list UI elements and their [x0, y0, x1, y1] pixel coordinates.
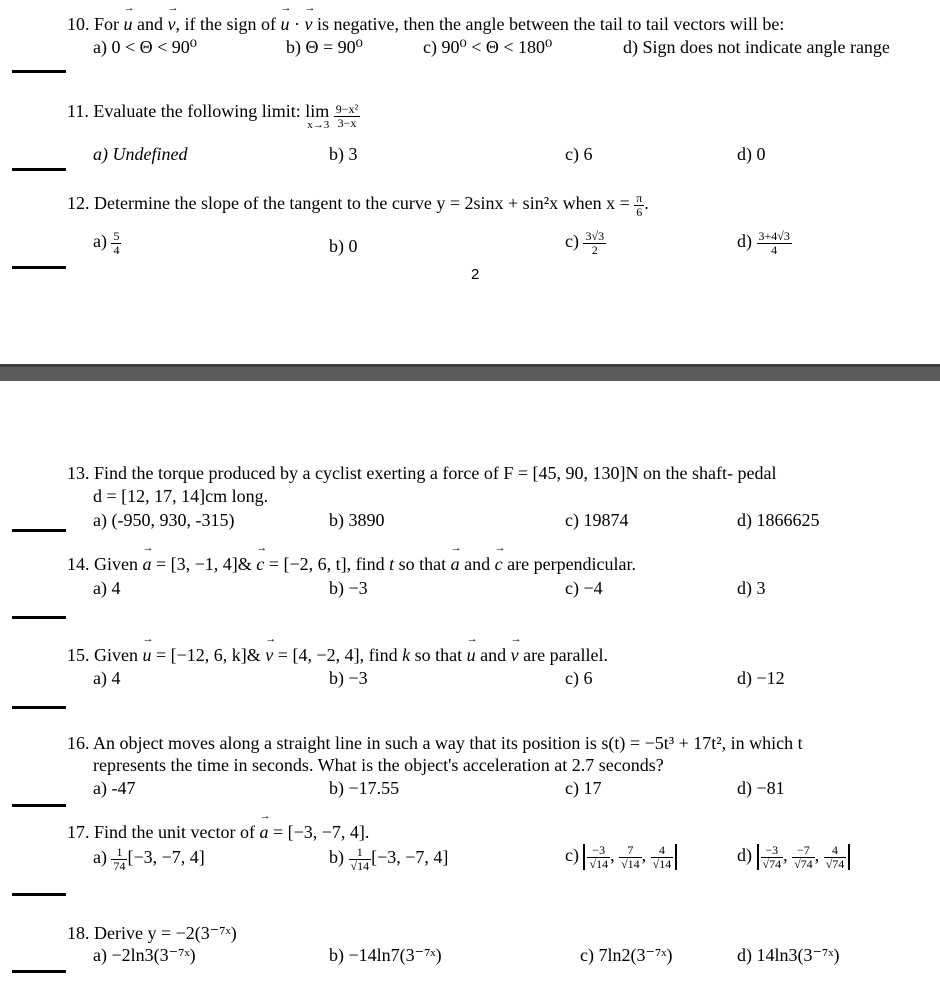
- q11-option-d: d) 0: [737, 144, 766, 164]
- question-14-stem: 14. Given a → = [3, −1, 4]& c → = [−2, 6, t], find t so that a → and c → are perpendicular.: [67, 554, 636, 575]
- question-17-stem: 17. Find the unit vector of a → = [−3, −7, 4].: [67, 822, 369, 843]
- q16-option-b: b) −17.55: [329, 778, 400, 798]
- answer-blank-q18[interactable]: [12, 970, 66, 973]
- q15-option-b: b) −3: [329, 668, 368, 688]
- q10-option-a: a) 0 < Θ < 90⁰: [93, 37, 198, 57]
- page-separator: [0, 364, 940, 381]
- question-18-stem: 18. Derive y = −2(3⁻⁷ˣ): [67, 923, 237, 943]
- q11-option-a: a) Undefined: [93, 144, 188, 164]
- q14-option-a: a) 4: [93, 578, 121, 598]
- answer-blank-q17[interactable]: [12, 893, 66, 896]
- q15-option-a: a) 4: [93, 668, 121, 688]
- q17-option-d: d) $\frac{-3}{√74}$ , $\frac{-7}{√74}$ , $\frac{4}{√74}$: [737, 844, 850, 870]
- answer-blank-q13[interactable]: [12, 529, 66, 532]
- q13-option-c: c) 19874: [565, 510, 629, 530]
- q16-option-d: d) −81: [737, 778, 785, 798]
- q12-option-a: a) $\frac{5}{4}$: [93, 229, 120, 257]
- q18-option-a: a) −2ln3(3⁻⁷ˣ): [93, 945, 196, 965]
- q18-option-c: c) 7ln2(3⁻⁷ˣ): [580, 945, 673, 965]
- q10-option-b: b) Θ = 90⁰: [286, 37, 363, 57]
- q16-option-c: c) 17: [565, 778, 602, 798]
- q12-option-b: b) 0: [329, 236, 358, 256]
- q15-option-c: c) 6: [565, 668, 593, 688]
- q17-option-b: b) $\frac{1}{√14}$ [−3, −7, 4]: [329, 845, 449, 873]
- q18-option-b: b) −14ln7(3⁻⁷ˣ): [329, 945, 442, 965]
- q13-option-d: d) 1866625: [737, 510, 820, 530]
- q17-option-c: c) $\frac{-3}{√14}$ , $\frac{7}{√14}$ , $\frac{4}{√14}$: [565, 844, 677, 870]
- q12-option-c: c) $\frac{3√3}{2}$: [565, 229, 605, 257]
- q18-option-d: d) 14ln3(3⁻⁷ˣ): [737, 945, 840, 965]
- q14-option-c: c) −4: [565, 578, 603, 598]
- answer-blank-q15[interactable]: [12, 706, 66, 709]
- q14-option-d: d) 3: [737, 578, 766, 598]
- question-12-stem: 12. Determine the slope of the tangent to the curve y = 2sinx + sin²x when x = $\frac{\pi}{6}$ .: [67, 191, 649, 219]
- question-15-stem: 15. Given u → = [−12, 6, k]& v → = [4, −2, 4], find k so that u → and v → are parallel.: [67, 645, 608, 666]
- page-number: 2: [471, 266, 480, 283]
- q11-option-c: c) 6: [565, 144, 593, 164]
- q12-option-d: d) $\frac{3+4√3}{4}$: [737, 229, 790, 257]
- answer-blank-q14[interactable]: [12, 616, 66, 619]
- question-16-stem-line1: 16. An object moves along a straight line in such a way that its position is s(t) = −5t³ + 17t², in which t: [67, 733, 803, 753]
- question-10-stem: 10. For u → and v →, if the sign of u → · v → is negative, then the angle between the tail to tail vectors will be:: [67, 14, 784, 35]
- question-16-stem-line2: represents the time in seconds. What is the object's acceleration at 2.7 seconds?: [93, 755, 664, 775]
- q16-option-a: a) -47: [93, 778, 136, 798]
- question-11-stem: 11. Evaluate the following limit: lim x→3 $\frac{\text{9−x²}}{3-x}$: [67, 101, 359, 131]
- answer-blank-q12[interactable]: [12, 266, 66, 269]
- question-13-stem-line2: d = [12, 17, 14]cm long.: [93, 486, 269, 506]
- q14-option-b: b) −3: [329, 578, 368, 598]
- question-13-stem-line1: 13. Find the torque produced by a cyclist exerting a force of F = [45, 90, 130]N on the shaft- pedal: [67, 463, 777, 483]
- answer-blank-q10[interactable]: [12, 70, 66, 73]
- q17-option-a: a) $\frac{1}{74}$ [−3, −7, 4]: [93, 845, 205, 873]
- q10-option-d: d) Sign does not indicate angle range: [623, 37, 890, 57]
- answer-blank-q16[interactable]: [12, 804, 66, 807]
- q13-option-b: b) 3890: [329, 510, 385, 530]
- q15-option-d: d) −12: [737, 668, 785, 688]
- answer-blank-q11[interactable]: [12, 168, 66, 171]
- q11-option-b: b) 3: [329, 144, 358, 164]
- q13-option-a: a) (-950, 930, -315): [93, 510, 235, 530]
- q10-option-c: c) 90⁰ < Θ < 180⁰: [423, 37, 553, 57]
